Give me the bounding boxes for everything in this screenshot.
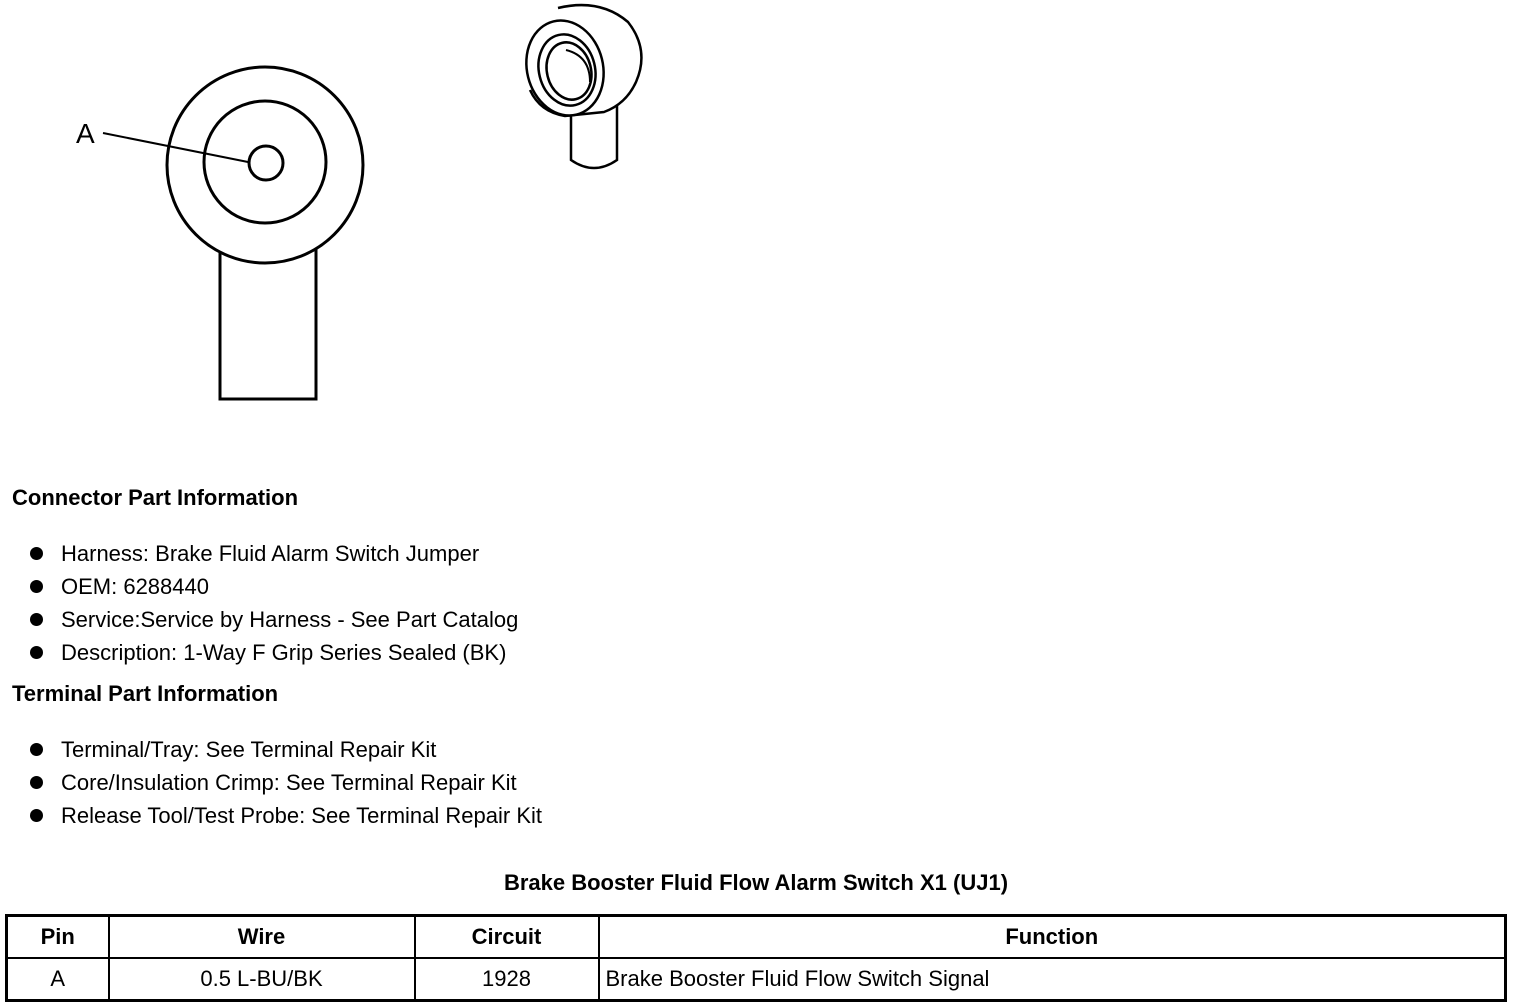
- list-item: Release Tool/Test Probe: See Terminal Repair Kit: [30, 799, 542, 832]
- column-header-circuit: Circuit: [415, 916, 599, 959]
- pin-callout-label: A: [76, 118, 95, 149]
- table-row: [7, 958, 1506, 1001]
- list-item: Terminal/Tray: See Terminal Repair Kit: [30, 733, 542, 766]
- pin-table-title: Brake Booster Fluid Flow Alarm Switch X1 (UJ1): [503, 870, 1009, 895]
- terminal-info-heading: Terminal Part Information: [12, 681, 279, 706]
- cell-function: Brake Booster Fluid Flow Switch Signal: [599, 958, 1506, 1001]
- bullet-icon: [30, 776, 43, 789]
- pin-table: [5, 914, 1507, 1002]
- bullet-icon: [30, 547, 43, 560]
- terminal-info-list: [30, 733, 542, 832]
- bullet-icon: [30, 809, 43, 822]
- list-item: Description: 1-Way F Grip Series Sealed (BK): [30, 636, 518, 669]
- column-header-wire: Wire: [109, 916, 415, 959]
- connector-info-heading: Connector Part Information: [12, 485, 299, 510]
- connector-isometric-view: [517, 5, 642, 168]
- list-item: Harness: Brake Fluid Alarm Switch Jumper: [30, 537, 518, 570]
- connector-diagram: [0, 0, 700, 420]
- table-header-row: [7, 916, 1506, 959]
- cell-circuit: 1928: [415, 958, 599, 1001]
- bullet-icon: [30, 743, 43, 756]
- list-item: OEM: 6288440: [30, 570, 518, 603]
- connector-front-view: [103, 67, 363, 399]
- list-item: Service:Service by Harness - See Part Catalog: [30, 603, 518, 636]
- cell-pin: A: [7, 958, 109, 1001]
- cell-wire: 0.5 L-BU/BK: [109, 958, 415, 1001]
- connector-info-list: [30, 537, 518, 669]
- column-header-function: Function: [599, 916, 1506, 959]
- bullet-icon: [30, 580, 43, 593]
- column-header-pin: Pin: [7, 916, 109, 959]
- bullet-icon: [30, 613, 43, 626]
- list-item: Core/Insulation Crimp: See Terminal Repair Kit: [30, 766, 542, 799]
- bullet-icon: [30, 646, 43, 659]
